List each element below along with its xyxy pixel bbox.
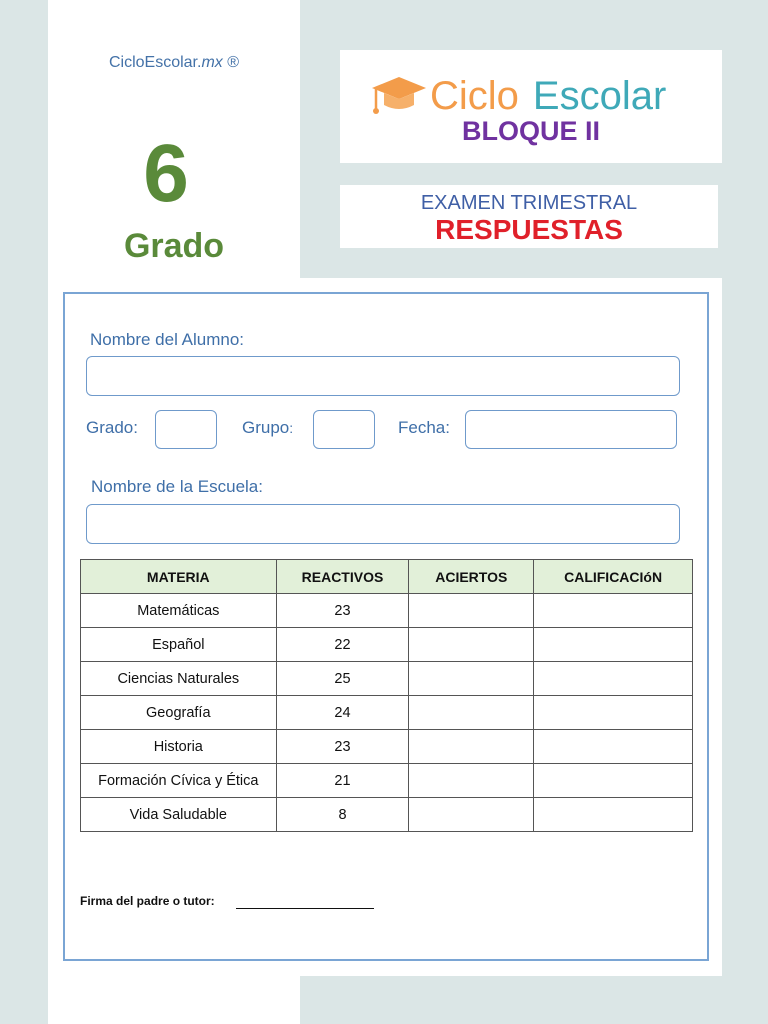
group-label-colon: : [289,420,294,436]
date-field-label: Fecha: [398,418,450,437]
cell-calificacion[interactable] [534,764,693,798]
cell-aciertos[interactable] [409,730,534,764]
logo-word-ciclo: Ciclo [430,73,519,118]
header-calificacion: CALIFICACIóN [534,560,693,594]
student-name-label: Nombre del Alumno: [90,330,245,349]
table-header-row [81,560,693,594]
table-row [81,696,693,730]
cell-aciertos[interactable] [409,594,534,628]
group-field[interactable] [313,410,375,449]
site-name-text: CicloEscolar. [108,54,202,71]
signature-line[interactable] [236,908,374,909]
exam-title-part1: EXAMEN [420,192,506,214]
cell-materia: Geografía [81,696,277,730]
cell-reactivos: 25 [276,662,409,696]
cell-materia: Historia [81,730,277,764]
cell-calificacion[interactable] [534,696,693,730]
group-field-label [242,418,293,438]
cell-aciertos[interactable] [409,628,534,662]
signature-label: Firma del padre o tutor: [80,894,215,908]
cell-reactivos: 22 [276,628,409,662]
grade-field[interactable] [155,410,217,449]
exam-box [340,185,718,248]
cell-reactivos: 23 [276,594,409,628]
exam-title-part2: TRIMESTRAL [505,192,638,214]
cell-aciertos[interactable] [409,764,534,798]
logo-box [340,50,722,163]
cell-reactivos: 8 [276,798,409,832]
answers-label: RESPUESTAS [435,214,623,245]
subjects-table [80,559,693,832]
cell-reactivos: 23 [276,730,409,764]
logo-word-escolar: Escolar [532,73,667,118]
cell-aciertos[interactable] [409,798,534,832]
bloque-label: BLOQUE II [461,116,600,146]
table-row [81,730,693,764]
header-reactivos: REACTIVOS [276,560,409,594]
graduation-cap-icon [370,71,428,121]
cell-calificacion[interactable] [534,594,693,628]
table-row [81,662,693,696]
school-name-field[interactable] [86,504,680,544]
group-label-text: Grupo [242,418,290,437]
table-row [81,798,693,832]
table-row [81,594,693,628]
site-name [48,54,300,72]
cell-calificacion[interactable] [534,798,693,832]
cell-calificacion[interactable] [534,628,693,662]
grade-label: Grado [123,227,225,265]
left-bottom-panel [48,976,300,1024]
cell-calificacion[interactable] [534,730,693,764]
cell-aciertos[interactable] [409,662,534,696]
header-aciertos: ACIERTOS [409,560,534,594]
date-field[interactable] [465,410,677,449]
header-materia: MATERIA [81,560,277,594]
school-name-label: Nombre de la Escuela: [91,477,263,496]
cell-reactivos: 21 [276,764,409,798]
grade-number: 6 [143,128,189,219]
cell-materia: Español [81,628,277,662]
cell-materia: Matemáticas [81,594,277,628]
student-name-field[interactable] [86,356,680,396]
table-row [81,764,693,798]
cell-materia: Vida Saludable [81,798,277,832]
cell-calificacion[interactable] [534,662,693,696]
grade-field-label: Grado: [86,418,138,437]
cell-reactivos: 24 [276,696,409,730]
table-row [81,628,693,662]
site-mark: ® [222,54,240,71]
cell-aciertos[interactable] [409,696,534,730]
cell-materia: Formación Cívica y Ética [81,764,277,798]
exam-title [340,192,718,215]
cell-materia: Ciencias Naturales [81,662,277,696]
site-suffix: mx [201,54,223,71]
